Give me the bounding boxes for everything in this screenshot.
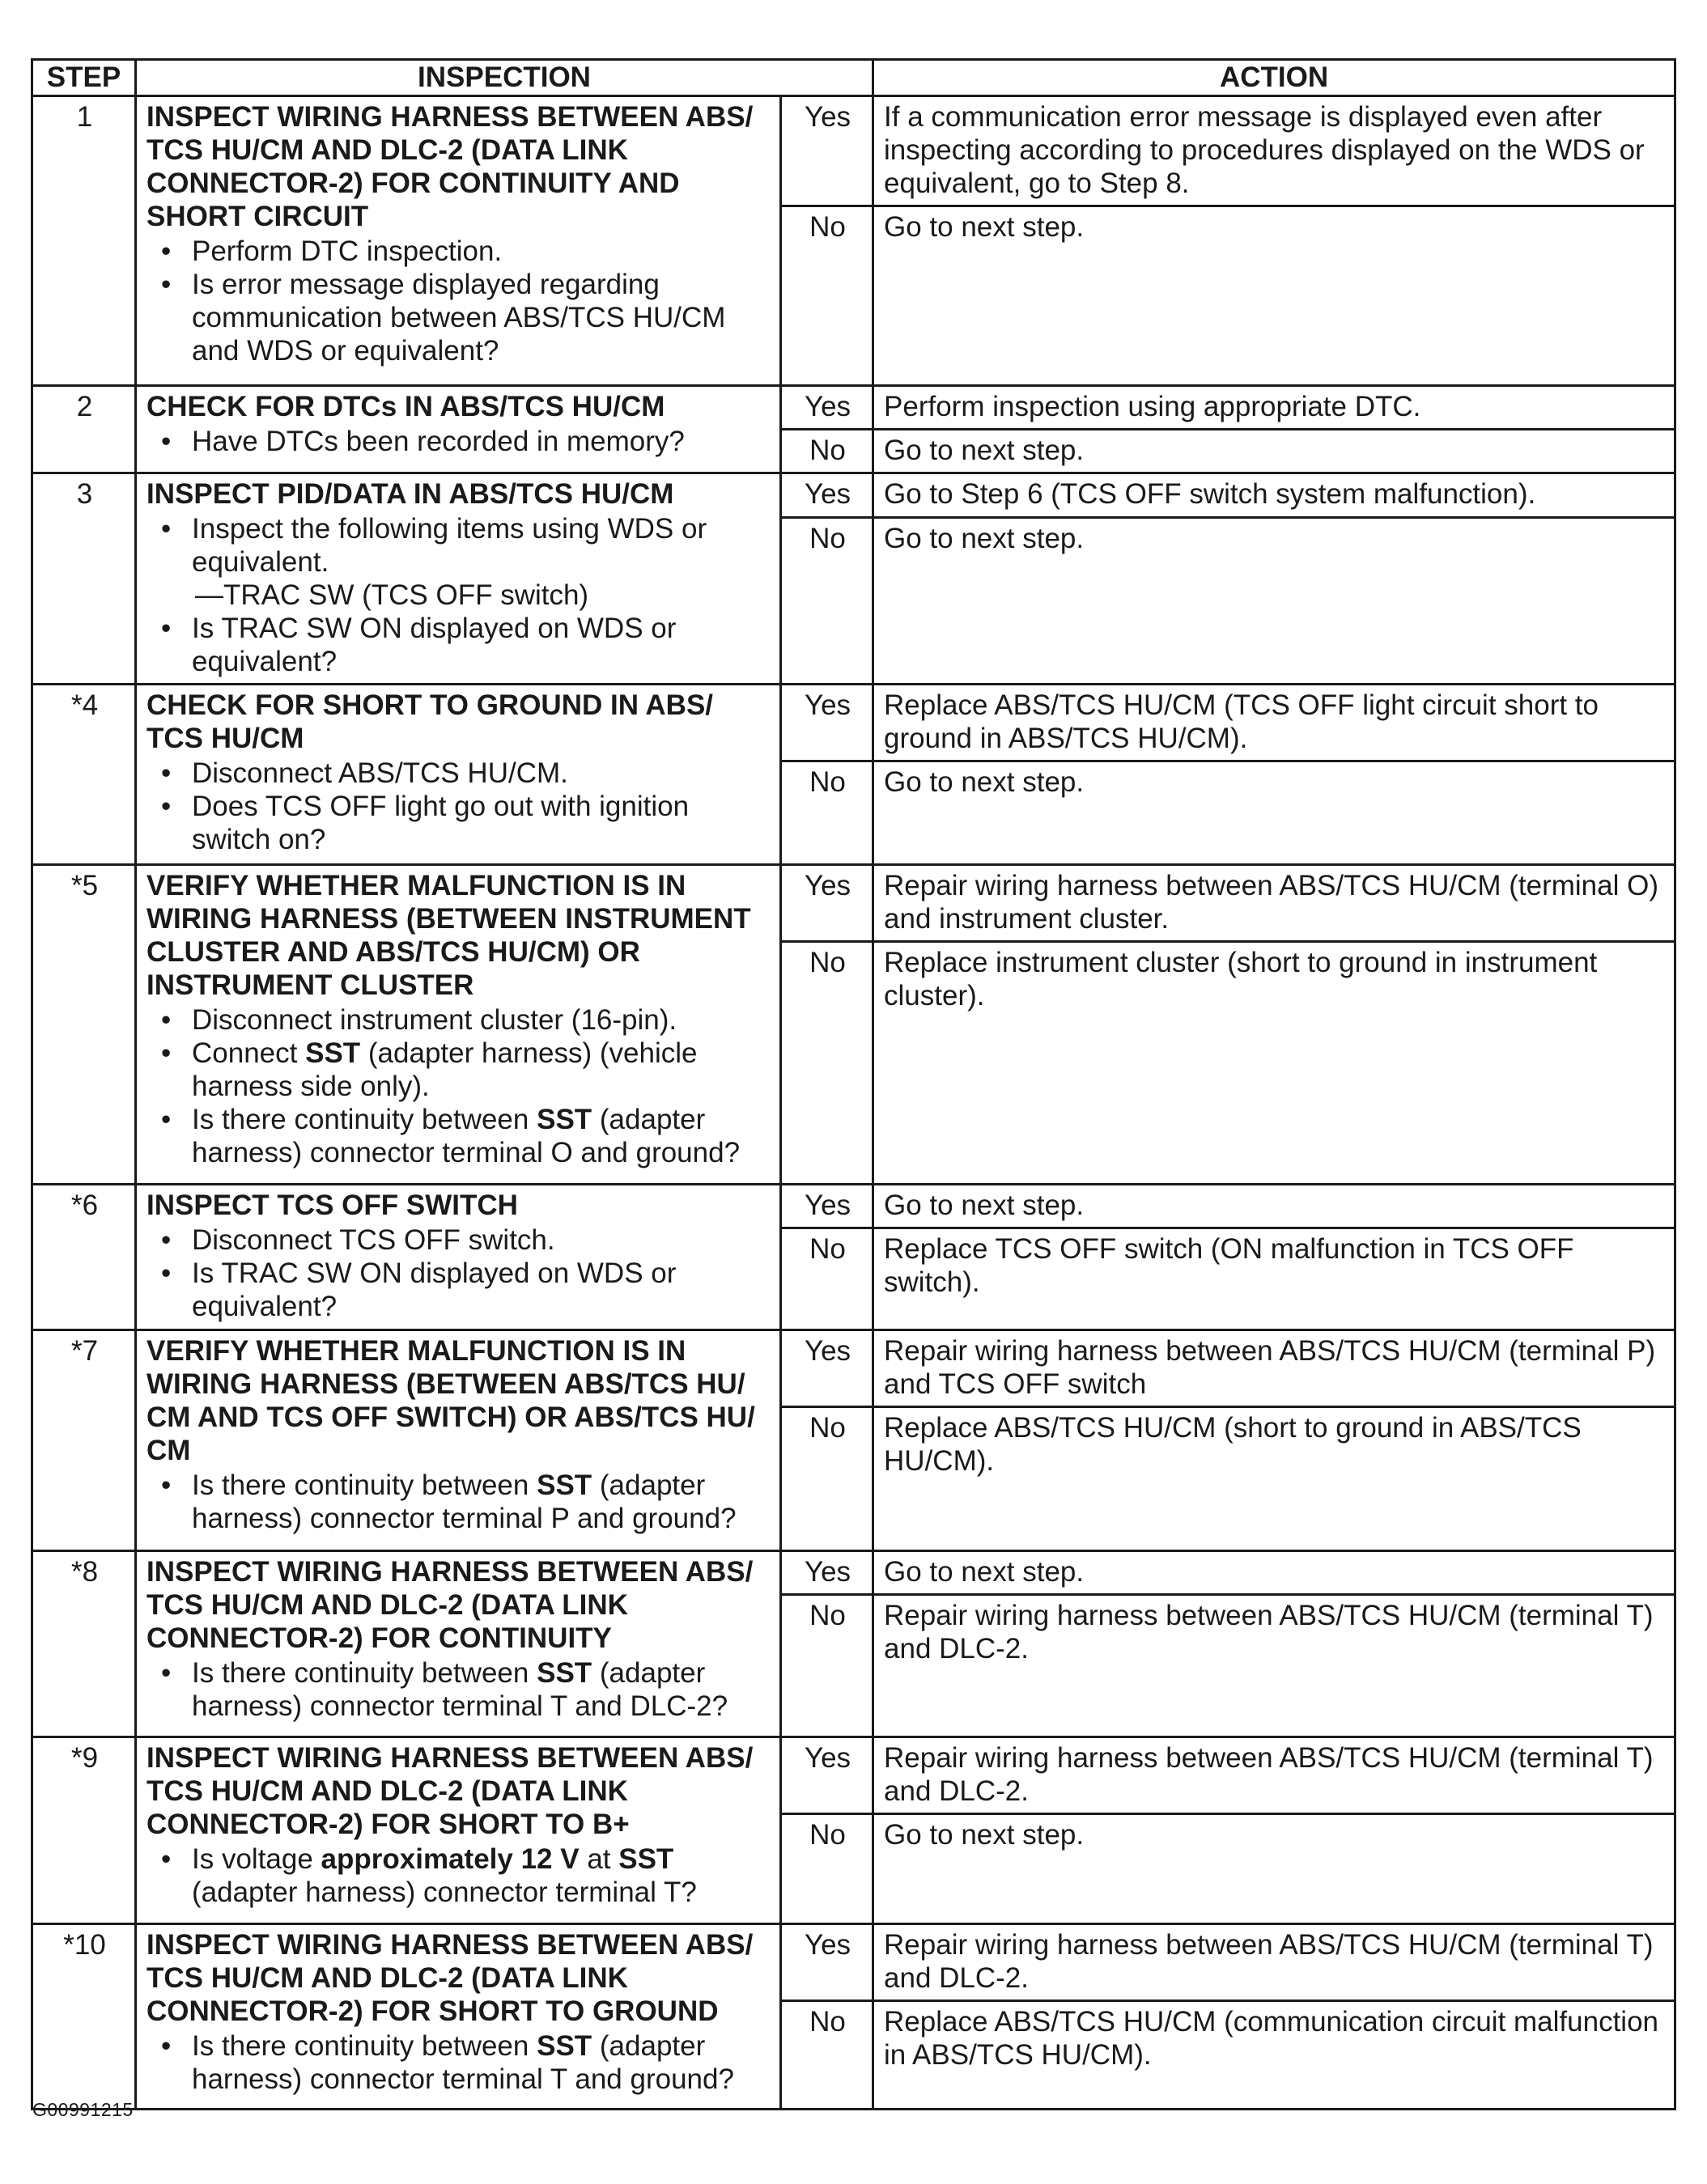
text-run-bold: SST (537, 1469, 592, 1501)
yes-label: Yes (781, 1330, 873, 1407)
list-item (192, 512, 771, 612)
yes-action: Repair wiring harness between ABS/TCS HU/CM (terminal T) and DLC-2. (873, 1924, 1675, 2001)
step-number: 3 (32, 473, 136, 685)
inspection-list (146, 1656, 771, 1723)
text-run-bold: SST (305, 1037, 361, 1069)
list-item (192, 1103, 771, 1169)
no-action: Replace ABS/TCS HU/CM (short to ground in ABS/TCS HU/CM). (873, 1407, 1675, 1551)
list-item (192, 1469, 771, 1535)
yes-label: Yes (781, 1185, 873, 1228)
step-number: *5 (32, 865, 136, 1185)
no-label: No (781, 1814, 873, 1924)
table-row (32, 386, 1675, 430)
header-inspection: INSPECTION (136, 60, 873, 96)
list-item (192, 1843, 771, 1909)
table-row (32, 1924, 1675, 2001)
text-run: (adapter harness) connector terminal O and ground? (192, 1104, 741, 1168)
list-item: • Is TRAC SW ON displayed on WDS or equivalent? (192, 612, 771, 678)
no-label: No (781, 761, 873, 865)
table-row (32, 96, 1675, 206)
list-item: • Is TRAC SW ON displayed on WDS or equivalent? (192, 1257, 771, 1323)
list-item: • Perform DTC inspection. (192, 235, 771, 268)
list-item: • Disconnect instrument cluster (16-pin). (192, 1003, 771, 1037)
text-run: at (579, 1843, 619, 1875)
text-run-bold: SST (537, 2030, 592, 2062)
no-action: Go to next step. (873, 518, 1675, 685)
inspection-title: CHECK FOR SHORT TO GROUND IN ABS/ TCS HU/CM (146, 689, 714, 754)
text-run-bold: SST (618, 1843, 674, 1875)
inspection-cell (136, 386, 781, 473)
inspection-list (146, 1469, 771, 1535)
no-label: No (781, 2001, 873, 2110)
yes-action: Go to Step 6 (TCS OFF switch system malfunction). (873, 473, 1675, 518)
inspection-cell (136, 1551, 781, 1737)
inspection-list (146, 512, 771, 678)
yes-label: Yes (781, 865, 873, 942)
inspection-list (146, 1003, 771, 1169)
step-number: *4 (32, 685, 136, 865)
diagnostic-table (31, 58, 1676, 2110)
yes-label: Yes (781, 685, 873, 761)
inspection-cell (136, 1737, 781, 1924)
inspection-list (146, 1223, 771, 1323)
text-run: Is there continuity between (192, 1104, 537, 1135)
step-number: 1 (32, 96, 136, 386)
text-run: Is there continuity between (192, 2030, 537, 2062)
inspection-list (146, 235, 771, 367)
inspection-title: INSPECT WIRING HARNESS BETWEEN ABS/ TCS HU/CM AND DLC-2 (DATA LINK CONNECTOR-2) FOR CONTINUITY AND SHORT CIRCUIT (146, 101, 754, 232)
table-row (32, 1551, 1675, 1595)
yes-action: Repair wiring harness between ABS/TCS HU/CM (terminal O) and instrument cluster. (873, 865, 1675, 942)
inspection-cell (136, 865, 781, 1185)
no-action: Replace instrument cluster (short to ground in instrument cluster). (873, 942, 1675, 1185)
table-row (32, 473, 1675, 518)
inspection-title: VERIFY WHETHER MALFUNCTION IS IN WIRING HARNESS (BETWEEN INSTRUMENT CLUSTER AND ABS/TCS HU/CM) OR INSTRUMENT CLUSTER (146, 870, 751, 1001)
inspection-cell (136, 1185, 781, 1330)
list-item (192, 1037, 771, 1103)
yes-action: Replace ABS/TCS HU/CM (TCS OFF light circuit short to ground in ABS/TCS HU/CM). (873, 685, 1675, 761)
no-action: Go to next step. (873, 430, 1675, 473)
list-item: • Disconnect TCS OFF switch. (192, 1223, 771, 1257)
inspection-cell (136, 1330, 781, 1551)
step-number: *6 (32, 1185, 136, 1330)
inspection-title: INSPECT WIRING HARNESS BETWEEN ABS/ TCS HU/CM AND DLC-2 (DATA LINK CONNECTOR-2) FOR SHORT TO GROUND (146, 1929, 754, 2027)
inspection-title: INSPECT WIRING HARNESS BETWEEN ABS/ TCS HU/CM AND DLC-2 (DATA LINK CONNECTOR-2) FOR SHORT TO B+ (146, 1742, 754, 1840)
no-label: No (781, 942, 873, 1185)
header-step: STEP (32, 60, 136, 96)
sub-item: — TRAC SW (TCS OFF switch) (192, 579, 771, 612)
yes-action: If a communication error message is displayed even after inspecting according to procedures displayed on the WDS or equivalent, go to Step 8. (873, 96, 1675, 206)
inspection-cell (136, 685, 781, 865)
yes-label: Yes (781, 1737, 873, 1814)
inspection-list (146, 1843, 771, 1909)
header-action: ACTION (873, 60, 1675, 96)
step-number: *7 (32, 1330, 136, 1551)
text-run: (adapter harness) connector terminal T? (192, 1877, 697, 1908)
inspection-list (146, 2029, 771, 2096)
inspection-cell (136, 1924, 781, 2110)
list-item: • Disconnect ABS/TCS HU/CM. (192, 757, 771, 790)
no-label: No (781, 1595, 873, 1737)
yes-action: Perform inspection using appropriate DTC. (873, 386, 1675, 430)
table-row (32, 1185, 1675, 1228)
inspection-title: VERIFY WHETHER MALFUNCTION IS IN WIRING HARNESS (BETWEEN ABS/TCS HU/ CM AND TCS OFF SWITCH) OR ABS/TCS HU/ CM (146, 1335, 755, 1466)
yes-label: Yes (781, 1924, 873, 2001)
yes-label: Yes (781, 1551, 873, 1595)
yes-action: Repair wiring harness between ABS/TCS HU/CM (terminal P) and TCS OFF switch (873, 1330, 1675, 1407)
list-item: • Have DTCs been recorded in memory? (192, 425, 771, 458)
yes-label: Yes (781, 96, 873, 206)
text-run-bold: SST (537, 1104, 592, 1135)
list-item (192, 1656, 771, 1723)
no-action: Go to next step. (873, 1814, 1675, 1924)
table-header-row (32, 60, 1675, 96)
yes-label: Yes (781, 386, 873, 430)
inspection-cell (136, 96, 781, 386)
yes-label: Yes (781, 473, 873, 518)
text-run: Connect (192, 1037, 306, 1069)
text-run: (adapter harness) (vehicle harness side only). (192, 1037, 698, 1102)
text-run: (adapter harness) connector terminal T and DLC-2? (192, 1657, 728, 1722)
no-label: No (781, 1407, 873, 1551)
text-run: Is there continuity between (192, 1657, 537, 1689)
yes-action: Go to next step. (873, 1185, 1675, 1228)
table-row (32, 1737, 1675, 1814)
table-row (32, 1330, 1675, 1407)
no-label: No (781, 1228, 873, 1330)
no-label: No (781, 518, 873, 685)
inspection-cell (136, 473, 781, 685)
text-run-bold: SST (537, 1657, 592, 1689)
no-action: Go to next step. (873, 761, 1675, 865)
yes-action: Go to next step. (873, 1551, 1675, 1595)
text-run-bold: approximately 12 V (321, 1843, 580, 1875)
no-action: Replace TCS OFF switch (ON malfunction in TCS OFF switch). (873, 1228, 1675, 1330)
inspection-title: INSPECT TCS OFF SWITCH (146, 1190, 518, 1221)
list-item-text: Inspect the following items using WDS or equivalent. (192, 513, 707, 578)
list-item: • Does TCS OFF light go out with ignition switch on? (192, 790, 771, 856)
list-item (192, 2029, 771, 2096)
list-item: • Is error message displayed regarding communication between ABS/TCS HU/CM and WDS or equivalent? (192, 268, 771, 367)
step-number: 2 (32, 386, 136, 473)
inspection-title: INSPECT PID/DATA IN ABS/TCS HU/CM (146, 478, 674, 510)
no-action: Repair wiring harness between ABS/TCS HU/CM (terminal T) and DLC-2. (873, 1595, 1675, 1737)
figure-id: G00991215 (32, 2099, 134, 2120)
no-label: No (781, 206, 873, 386)
step-number: *9 (32, 1737, 136, 1924)
no-action: Replace ABS/TCS HU/CM (communication circuit malfunction in ABS/TCS HU/CM). (873, 2001, 1675, 2110)
step-number: *10 (32, 1924, 136, 2110)
text-run: (adapter harness) connector terminal P and ground? (192, 1469, 737, 1534)
inspection-list (146, 757, 771, 856)
inspection-title: CHECK FOR DTCs IN ABS/TCS HU/CM (146, 391, 665, 422)
no-action: Go to next step. (873, 206, 1675, 386)
yes-action: Repair wiring harness between ABS/TCS HU/CM (terminal T) and DLC-2. (873, 1737, 1675, 1814)
text-run: Is there continuity between (192, 1469, 537, 1501)
step-number: *8 (32, 1551, 136, 1737)
inspection-list (146, 425, 771, 458)
inspection-title: INSPECT WIRING HARNESS BETWEEN ABS/ TCS HU/CM AND DLC-2 (DATA LINK CONNECTOR-2) FOR CONTINUITY (146, 1556, 754, 1654)
table-row (32, 865, 1675, 942)
text-run: Is voltage (192, 1843, 321, 1875)
text-run: (adapter harness) connector terminal T and ground? (192, 2030, 734, 2095)
table-row (32, 685, 1675, 761)
no-label: No (781, 430, 873, 473)
